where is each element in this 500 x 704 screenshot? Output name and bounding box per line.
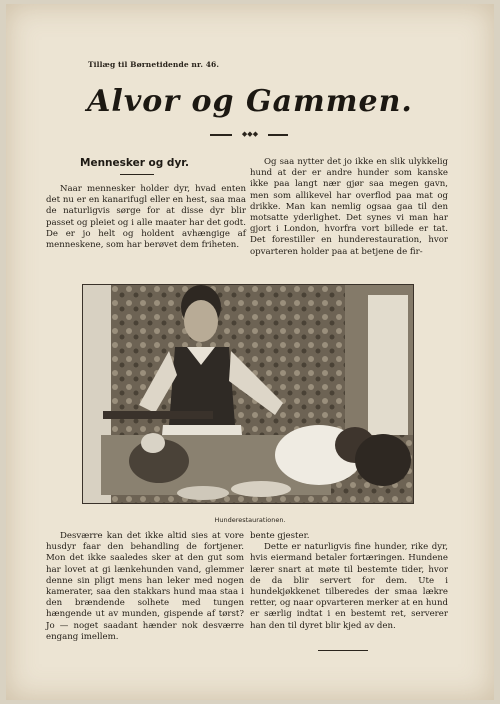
column-left-top [46, 184, 246, 251]
page-title: Alvor og Gammen. [87, 84, 413, 119]
end-rule [318, 650, 368, 651]
paragraph: Og saa nytter det jo ikke en slik ulykkelig hund at der er andre hunder som kanske ikke paa langt nær gjør saa megen gavn, men som allikevel har overflod paa mat og drikke. Man kan nemlig ogsaa gaa til den motsatte yderlighet. Det synes vi man har gjort i London, hvorfra vort billede er tat. Det forestiller en hunderestauration, hvor opvarteren holder paa at betjene de fir- [250, 157, 448, 257]
photo-caption: Hunderestaurationen. [214, 516, 286, 524]
paragraph: Desværre kan det ikke altid sies at vore husdyr faar den behandling de fortjener. Mon det ikke saaledes sker at den gut som har lovet at gi lænkehunden vand, glemmer denne sin pligt mens han leker med nogen kamerater, saa den stakkars hund maa staa i den brændende solhete med tungen hængende ut av munden, gispende af tørst? Jo — noget saadant hænder nok desværre engang imellem. [46, 531, 244, 642]
supplement-line: Tillæg til Børnetidende nr. 46. [88, 60, 220, 69]
newspaper-page [6, 4, 494, 700]
photo-illustration [83, 285, 413, 503]
column-right-bottom [250, 531, 448, 632]
column-right-top [250, 157, 448, 258]
paragraph: Naar mennesker holder dyr, hvad enten det nu er en kanarifugl eller en hest, saa maa de naturligvis sørge for at disse dyr blir passet og pleiet og i alle maater har det godt. De er jo helt og holdent avhængige af menneskene, som har berøvet dem friheten. [46, 184, 246, 251]
divider-ornament-icon: ◆◆◆ [232, 129, 268, 139]
column-left-bottom [46, 531, 244, 643]
paragraph: Dette er naturligvis fine hunder, rike dyr, hvis eiermand betaler fortæringen. Hundene lærer snart at møte til bestemte tider, hvor de da blir servert for dem. Ute i hundekjøkkenet tilberedes der smaa lækre retter, og naar opvarteren merker at en hund er særlig indtat i en bestemt ret, serverer han den til dyret blir kjed av den. [250, 542, 448, 631]
article-heading: Mennesker og dyr. [80, 157, 189, 169]
heading-rule [120, 174, 154, 175]
paragraph: bente gjester. [250, 531, 310, 541]
dog-restaurant-photo [82, 284, 414, 504]
